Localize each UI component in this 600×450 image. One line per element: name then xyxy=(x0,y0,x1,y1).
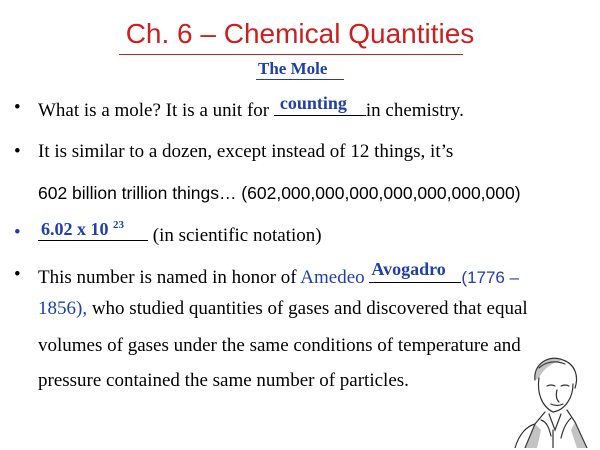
first-name: Amedeo xyxy=(300,267,365,288)
counting-blank xyxy=(274,93,366,116)
avogadro-number-blank xyxy=(38,219,148,241)
avogadro-number-answer xyxy=(41,214,124,240)
bullet-4-rest-1: who studied quantities of gases and discovered that equal xyxy=(87,298,528,319)
bullet-3-text xyxy=(38,219,322,247)
title-underline xyxy=(119,54,463,55)
subtitle-underline xyxy=(256,79,344,80)
bullet-1-text xyxy=(38,93,464,122)
bullet-4-line-1 xyxy=(38,259,520,289)
slide-title: Ch. 6 – Chemical Quantities xyxy=(125,18,475,49)
avogadro-mantissa: 6.02 x 10 xyxy=(41,219,109,239)
bullet-4-line-3: volumes of gases under the same conditions of temperature and xyxy=(38,335,521,356)
bullet-dot: • xyxy=(14,222,21,243)
counting-answer: counting xyxy=(279,93,347,113)
death-year: 1856), xyxy=(38,298,88,319)
bullet-3-tail: (in scientific notation) xyxy=(152,225,322,246)
bullet-1-tail: in chemistry. xyxy=(365,100,464,121)
bullet-4 xyxy=(14,264,21,286)
bullet-dot: • xyxy=(14,141,21,162)
bullet-dot: • xyxy=(14,264,21,285)
avogadro-answer: Avogadro xyxy=(371,259,446,279)
bullet-2-text: It is similar to a dozen, except instead of 12 things, it’s xyxy=(38,141,454,162)
bullet-3 xyxy=(14,222,21,244)
bullet-4-line-2 xyxy=(38,298,528,320)
bullet-1-lead: What is a mole? It is a unit for xyxy=(38,100,274,121)
bullet-dot: • xyxy=(14,97,21,118)
bullet-1 xyxy=(14,97,21,119)
avogadro-portrait-icon xyxy=(505,350,597,448)
number-expansion: 602 billion trillion things… (602,000,000,000,000,000,000,000) xyxy=(38,183,521,203)
bullet-2 xyxy=(14,141,21,163)
avogadro-exponent: 23 xyxy=(113,219,124,231)
slide-subtitle: The Mole xyxy=(258,59,328,78)
avogadro-blank xyxy=(369,259,461,283)
birth-year: (1776 – xyxy=(461,268,520,287)
bullet-4-line-4: pressure contained the same number of particles. xyxy=(38,370,409,391)
bullet-4-lead: This number is named in honor of xyxy=(38,267,301,288)
